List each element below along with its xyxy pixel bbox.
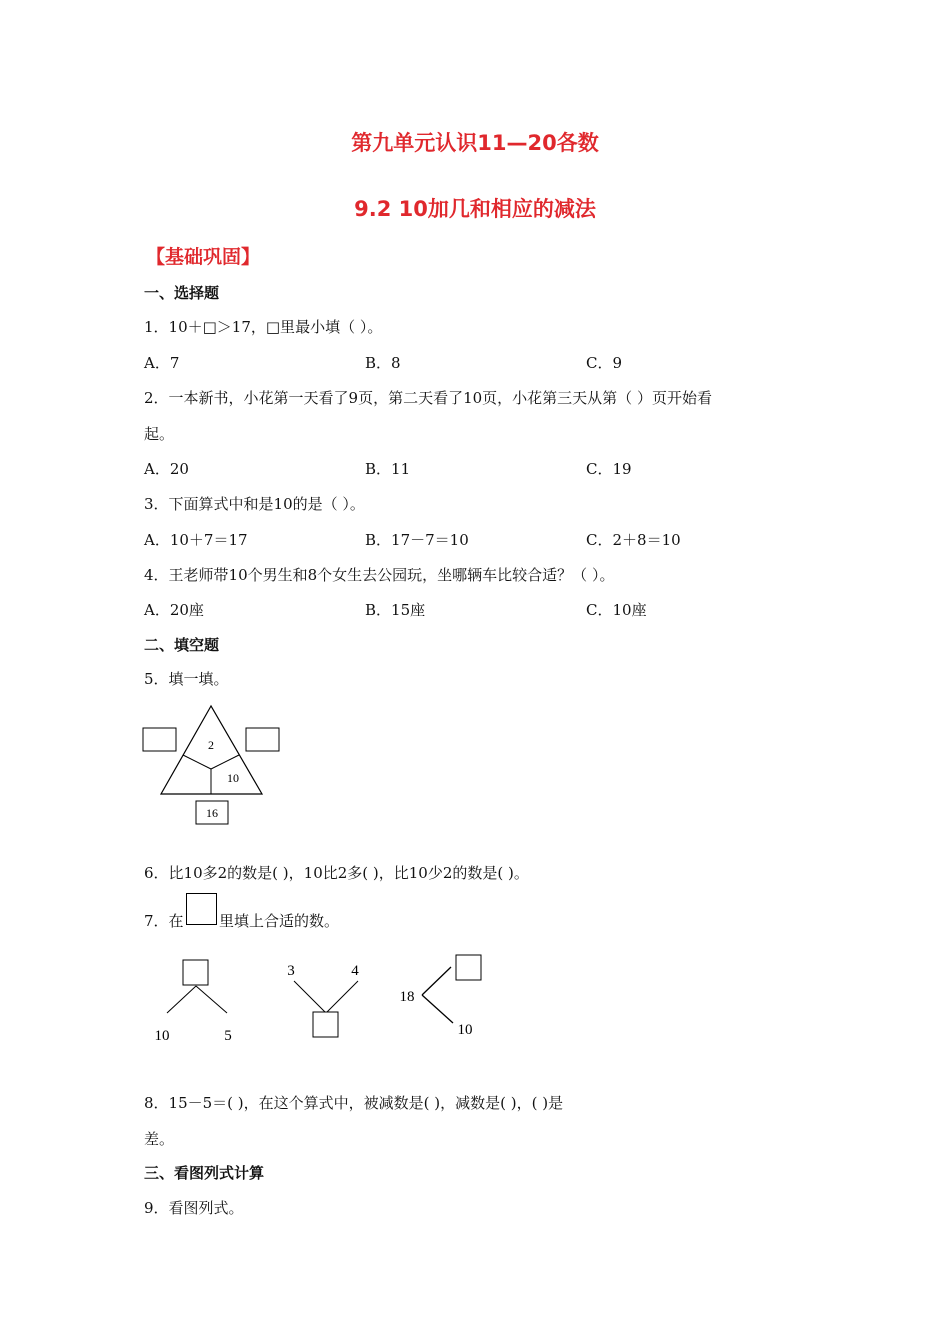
bond1-line-left <box>167 986 196 1013</box>
question-5: 5．填一填。 <box>144 670 229 688</box>
question-2-line1: 2．一本新书，小花第一天看了9页，第二天看了10页，小花第三天从第（ ）页开始看 <box>144 389 712 407</box>
q3-option-c: C．2＋8＝10 <box>586 531 681 549</box>
right-answer-box[interactable] <box>246 728 279 751</box>
q1-option-a: A．7 <box>144 354 180 372</box>
question-8-line2: 差。 <box>144 1130 175 1148</box>
section-heading-picture: 三、看图列式计算 <box>144 1164 265 1182</box>
q1-option-c: C．9 <box>586 354 623 372</box>
number-bond-1 <box>145 955 245 1050</box>
question-7-suffix: 里填上合适的数。 <box>219 912 340 930</box>
q3-option-b: B．17－7＝10 <box>365 531 469 549</box>
number-bond-2 <box>280 955 375 1050</box>
top-value: 2 <box>208 738 214 752</box>
bond2-line-right <box>327 981 358 1012</box>
bond3-line-bottom <box>422 995 453 1023</box>
section-tag: 【基础巩固】 <box>146 246 261 268</box>
question-9: 9．看图列式。 <box>144 1199 244 1217</box>
left-answer-box[interactable] <box>143 728 176 751</box>
bond3-answer-box[interactable] <box>456 955 481 980</box>
page-title: 第九单元认识11—20各数 <box>351 131 599 155</box>
question-7-prefix: 7．在 <box>144 912 184 930</box>
section-heading-fill: 二、填空题 <box>144 636 220 654</box>
q2-option-b: B．11 <box>365 460 411 478</box>
inline-answer-box <box>186 893 217 925</box>
question-8-line1: 8．15－5＝( )，在这个算式中，被减数是( )，减数是( )，( )是 <box>144 1094 564 1112</box>
bond1-answer-box[interactable] <box>183 960 208 985</box>
question-6: 6．比10多2的数是( )，10比2多( )，比10少2的数是( )。 <box>144 864 529 882</box>
bond1-left: 10 <box>154 1028 170 1044</box>
number-bond-3 <box>395 950 495 1045</box>
q4-option-c: C．10座 <box>586 601 647 619</box>
bond2-answer-box[interactable] <box>313 1012 338 1037</box>
bond2-left: 3 <box>287 963 295 979</box>
q2-option-c: C．19 <box>586 460 632 478</box>
q4-option-b: B．15座 <box>365 601 426 619</box>
bond3-left: 18 <box>399 989 415 1005</box>
q1-option-b: B．8 <box>365 354 401 372</box>
bond1-right: 5 <box>224 1028 232 1044</box>
q2-option-a: A．20 <box>144 460 189 478</box>
divider-right <box>211 755 239 769</box>
triangle-diagram <box>140 700 285 830</box>
right-value: 10 <box>227 771 239 785</box>
question-2-line2: 起。 <box>144 425 175 443</box>
bond2-line-left <box>294 981 325 1012</box>
question-3: 3．下面算式中和是10的是（ ）。 <box>144 495 365 513</box>
bond2-right: 4 <box>351 963 359 979</box>
q4-option-a: A．20座 <box>144 601 204 619</box>
page-subtitle: 9.2 10加几和相应的减法 <box>354 197 596 221</box>
divider-left <box>183 755 211 769</box>
section-heading-choice: 一、选择题 <box>144 284 220 302</box>
bottom-value: 16 <box>206 806 218 820</box>
question-4: 4．王老师带10个男生和8个女生去公园玩，坐哪辆车比较合适？（ ）。 <box>144 566 615 584</box>
bond3-bottom: 10 <box>457 1022 473 1038</box>
q3-option-a: A．10＋7＝17 <box>144 531 248 549</box>
bond3-line-top <box>422 967 451 995</box>
bond1-line-right <box>196 986 227 1013</box>
question-1: 1．10＋□＞17，□里最小填（ ）。 <box>144 318 383 336</box>
